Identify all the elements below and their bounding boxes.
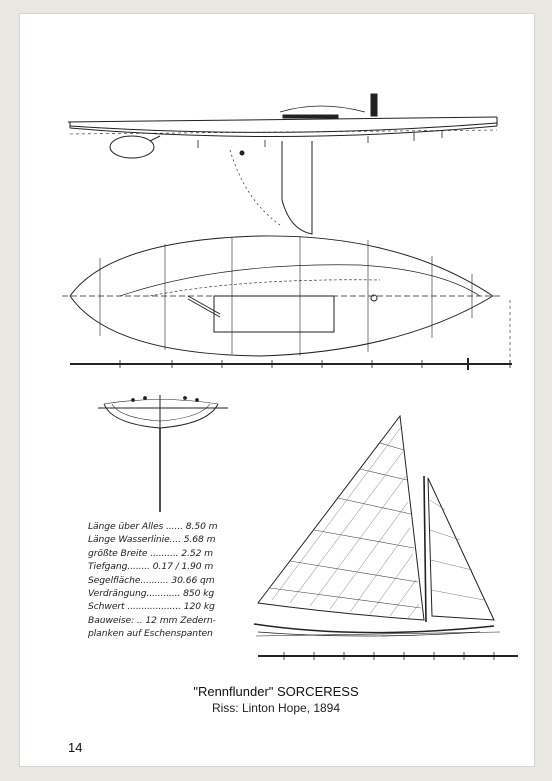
- spec-centreboard: Schwert ................... 120 kg: [88, 601, 215, 613]
- spec-max-beam: größte Breite .......... 2.52 m: [88, 547, 214, 559]
- caption-subtitle: Riss: Linton Hope, 1894: [211, 701, 341, 715]
- sail-plan-view: [254, 416, 518, 660]
- spec-draft: Tiefgang........ 0.17 / 1.90 m: [88, 561, 214, 573]
- page-number: 14: [68, 740, 83, 755]
- spec-displacement: Verdrängung............ 850 kg: [88, 588, 215, 600]
- spec-construction-cont: planken auf Eschenspanten: [88, 628, 213, 640]
- spec-waterline-length: Länge Wasserlinie.... 5.68 m: [88, 534, 216, 546]
- spec-sail-area: Segelfläche.......... 30.66 qm: [88, 574, 215, 586]
- specification-list: [88, 520, 278, 641]
- body-section-view: [98, 395, 228, 512]
- caption-title: "Rennflunder" SORCERESS: [193, 684, 359, 699]
- spec-construction: Bauweise: .. 12 mm Zedern-: [88, 614, 216, 626]
- side-profile-view: [68, 94, 497, 234]
- spec-length-overall: Länge über Alles ...... 8.50 m: [88, 521, 218, 532]
- plan-view: [62, 236, 512, 370]
